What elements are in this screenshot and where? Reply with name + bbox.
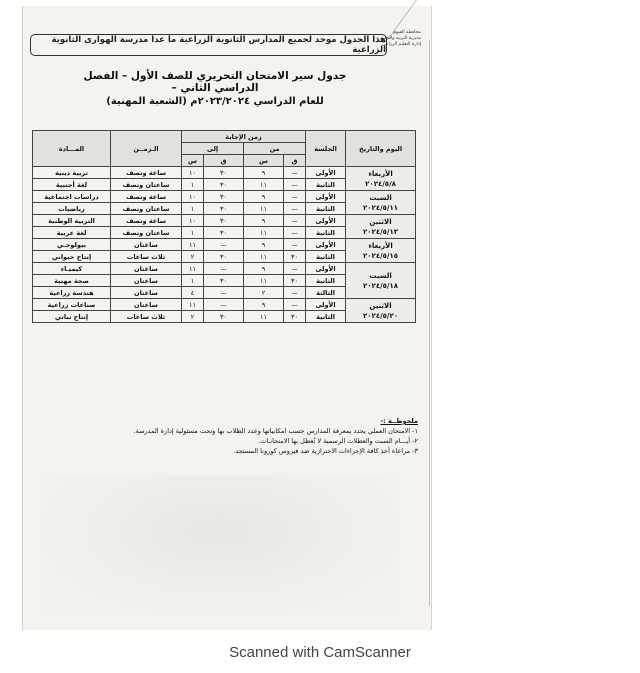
duration-cell: ساعتان ونصف: [111, 227, 182, 239]
from-hour-cell: ١١: [244, 251, 284, 263]
page-edge: [429, 40, 430, 606]
exam-date: ٢٠٢٤/٥/١٣: [363, 227, 399, 236]
to-minute-cell: ٣٠: [204, 227, 244, 239]
to-hour-cell: ١١: [182, 299, 204, 311]
exam-date: ٢٠٢٤/٥/١٨: [363, 281, 399, 290]
from-hour-cell: ٩: [244, 167, 284, 179]
subject-cell: هندسة زراعية: [33, 287, 111, 299]
to-minute-cell: —: [204, 287, 244, 299]
session-cell: الأولى: [306, 215, 346, 227]
from-hour-cell: ١١: [244, 275, 284, 287]
header-day-date: اليوم والتاريخ: [346, 131, 416, 167]
subject-cell: صناعات زراعية: [33, 299, 111, 311]
session-cell: الثانية: [306, 179, 346, 191]
header-notice-text: هذا الجدول موحد لجميع المدارس الثانوية الزراعية ما عدا مدرسة الهوارى الثانوية الزراعية: [51, 35, 386, 55]
subject-cell: دراسات اجتماعية: [33, 191, 111, 203]
to-hour-cell: ١: [182, 179, 204, 191]
to-minute-cell: ٣٠: [204, 311, 244, 323]
header-to: إلى: [182, 143, 244, 155]
from-minute-cell: ٣٠: [284, 311, 306, 323]
subject-cell: لغة أجنبية: [33, 179, 111, 191]
header-from-s: س: [244, 155, 284, 167]
to-minute-cell: ٣٠: [204, 251, 244, 263]
from-minute-cell: —: [284, 299, 306, 311]
subject-cell: إنتاج حيواني: [33, 251, 111, 263]
session-cell: الثانية: [306, 203, 346, 215]
document-subtitle: للعام الدراسي ٢٠٢٣/٢٠٢٤م (الشعبة المهنية): [106, 96, 324, 107]
note-item: ٢- أيـــام السبت والعطلات الرسمية لا تُعطل بها الامتحانـات.: [258, 437, 418, 445]
from-minute-cell: —: [284, 179, 306, 191]
header-duration: الـزمــن: [111, 131, 182, 167]
to-hour-cell: ١١: [182, 263, 204, 275]
day-name: الاثنين: [369, 217, 392, 226]
session-cell: الثانية: [306, 275, 346, 287]
to-minute-cell: —: [204, 263, 244, 275]
subject-cell: رياضيات: [33, 203, 111, 215]
exam-date: ٢٠٢٤/٥/٢٠: [363, 311, 399, 320]
day-name: الاثنين: [369, 301, 392, 310]
header-answer-time: زمن الإجابة: [182, 131, 306, 143]
ministry-line: مديرية التربية والتعليم: [380, 36, 421, 41]
exam-schedule-table: [32, 130, 416, 323]
day-name: الأربعاء: [368, 169, 393, 178]
duration-cell: ساعتان ونصف: [111, 179, 182, 191]
to-minute-cell: ٣٠: [204, 167, 244, 179]
day-name: السبت: [369, 193, 392, 202]
blurred-area: [40, 476, 400, 616]
duration-cell: ساعة ونصف: [111, 167, 182, 179]
duration-cell: ساعة ونصف: [111, 215, 182, 227]
to-hour-cell: ١: [182, 275, 204, 287]
day-date-cell: [346, 263, 416, 299]
day-date-cell: [346, 167, 416, 191]
from-minute-cell: —: [284, 215, 306, 227]
to-minute-cell: ٣٠: [204, 215, 244, 227]
from-minute-cell: —: [284, 191, 306, 203]
to-hour-cell: ١٠: [182, 191, 204, 203]
from-hour-cell: ٩: [244, 263, 284, 275]
from-hour-cell: ١١: [244, 179, 284, 191]
from-hour-cell: ١١: [244, 203, 284, 215]
to-minute-cell: —: [204, 239, 244, 251]
from-hour-cell: ٩: [244, 191, 284, 203]
header-to-s: س: [182, 155, 204, 167]
duration-cell: ساعتان ونصف: [111, 203, 182, 215]
to-minute-cell: ٣٠: [204, 179, 244, 191]
table-row: [33, 167, 416, 179]
subject-cell: إنتاج نباتي: [33, 311, 111, 323]
from-hour-cell: ١١: [244, 311, 284, 323]
header-from: من: [244, 143, 306, 155]
schedule-body: [33, 167, 416, 323]
header-to-q: ق: [204, 155, 244, 167]
from-minute-cell: ٣٠: [284, 275, 306, 287]
to-minute-cell: ٣٠: [204, 275, 244, 287]
ministry-line: إدارة التعليم الزراعي: [382, 42, 421, 47]
to-hour-cell: ٢: [182, 311, 204, 323]
from-hour-cell: ٩: [244, 299, 284, 311]
duration-cell: ساعتان: [111, 299, 182, 311]
exam-date: ٢٠٢٤/٥/١١: [363, 203, 399, 212]
from-minute-cell: —: [284, 287, 306, 299]
session-cell: الثانية: [306, 311, 346, 323]
subject-cell: صحة مهنية: [33, 275, 111, 287]
day-name: السبت: [369, 271, 392, 280]
subject-cell: كيميـاء: [33, 263, 111, 275]
session-cell: الثالثة: [306, 287, 346, 299]
to-hour-cell: ١٠: [182, 215, 204, 227]
to-hour-cell: ٤: [182, 287, 204, 299]
from-hour-cell: ٢: [244, 287, 284, 299]
subject-cell: التربية الوطنية: [33, 215, 111, 227]
document-title: جدول سير الامتحان التحريري للصف الأول – الفصل الدراسي الثاني –: [83, 70, 347, 94]
notes-section: [30, 416, 418, 456]
table-row: [33, 263, 416, 275]
table-row: [33, 239, 416, 251]
day-date-cell: [346, 191, 416, 215]
to-hour-cell: ١: [182, 203, 204, 215]
session-cell: الأولى: [306, 299, 346, 311]
from-minute-cell: —: [284, 239, 306, 251]
to-minute-cell: ٣٠: [204, 191, 244, 203]
to-hour-cell: ١: [182, 227, 204, 239]
from-minute-cell: —: [284, 263, 306, 275]
subject-cell: تربية دينية: [33, 167, 111, 179]
subject-cell: بيولوجـي: [33, 239, 111, 251]
to-hour-cell: ٢: [182, 251, 204, 263]
ministry-line: محافظة الفيوم: [393, 30, 421, 35]
table-row: [33, 215, 416, 227]
duration-cell: ساعتان: [111, 287, 182, 299]
to-minute-cell: —: [204, 299, 244, 311]
note-item: ١- الامتحان العملي يحدد بمعرفة المدارس حسب امكانياتها وعدد الطلاب بها وتحت مسئولية إدارة المدرسة.: [133, 427, 418, 435]
table-row: [33, 191, 416, 203]
session-cell: الأولى: [306, 239, 346, 251]
exam-date: ٢٠٢٤/٥/٨: [365, 179, 396, 188]
session-cell: الأولى: [306, 167, 346, 179]
session-cell: الثانية: [306, 251, 346, 263]
from-hour-cell: ١١: [244, 227, 284, 239]
table-row: [33, 299, 416, 311]
from-minute-cell: —: [284, 203, 306, 215]
day-name: الأربعاء: [368, 241, 393, 250]
duration-cell: ثلاث ساعات: [111, 311, 182, 323]
day-date-cell: [346, 215, 416, 239]
to-hour-cell: ١١: [182, 239, 204, 251]
duration-cell: ساعتان: [111, 263, 182, 275]
subject-cell: لغة عربية: [33, 227, 111, 239]
header-session: الجلسة: [306, 131, 346, 167]
to-minute-cell: ٣٠: [204, 203, 244, 215]
duration-cell: ساعة ونصف: [111, 191, 182, 203]
session-cell: الأولى: [306, 191, 346, 203]
duration-cell: ساعتان: [111, 239, 182, 251]
notes-title: ملحوظــة :-: [380, 417, 418, 425]
from-hour-cell: ٩: [244, 239, 284, 251]
duration-cell: ثلاث ساعات: [111, 251, 182, 263]
from-minute-cell: ٣٠: [284, 251, 306, 263]
note-item: ٣- مراعاة أخذ كافة الإجراءات الاحترازية ضد فيروس كورونا المستجد.: [233, 447, 418, 455]
day-date-cell: [346, 299, 416, 323]
to-hour-cell: ١٠: [182, 167, 204, 179]
exam-date: ٢٠٢٤/٥/١٥: [363, 251, 399, 260]
from-hour-cell: ٩: [244, 215, 284, 227]
from-minute-cell: —: [284, 227, 306, 239]
day-date-cell: [346, 239, 416, 263]
session-cell: الأولى: [306, 263, 346, 275]
camscanner-footer: Scanned with CamScanner: [229, 644, 411, 661]
header-from-q: ق: [284, 155, 306, 167]
header-notice-box: [30, 34, 387, 56]
session-cell: الثانية: [306, 227, 346, 239]
from-minute-cell: —: [284, 167, 306, 179]
duration-cell: ساعتان: [111, 275, 182, 287]
header-subject: المـــادة: [33, 131, 111, 167]
